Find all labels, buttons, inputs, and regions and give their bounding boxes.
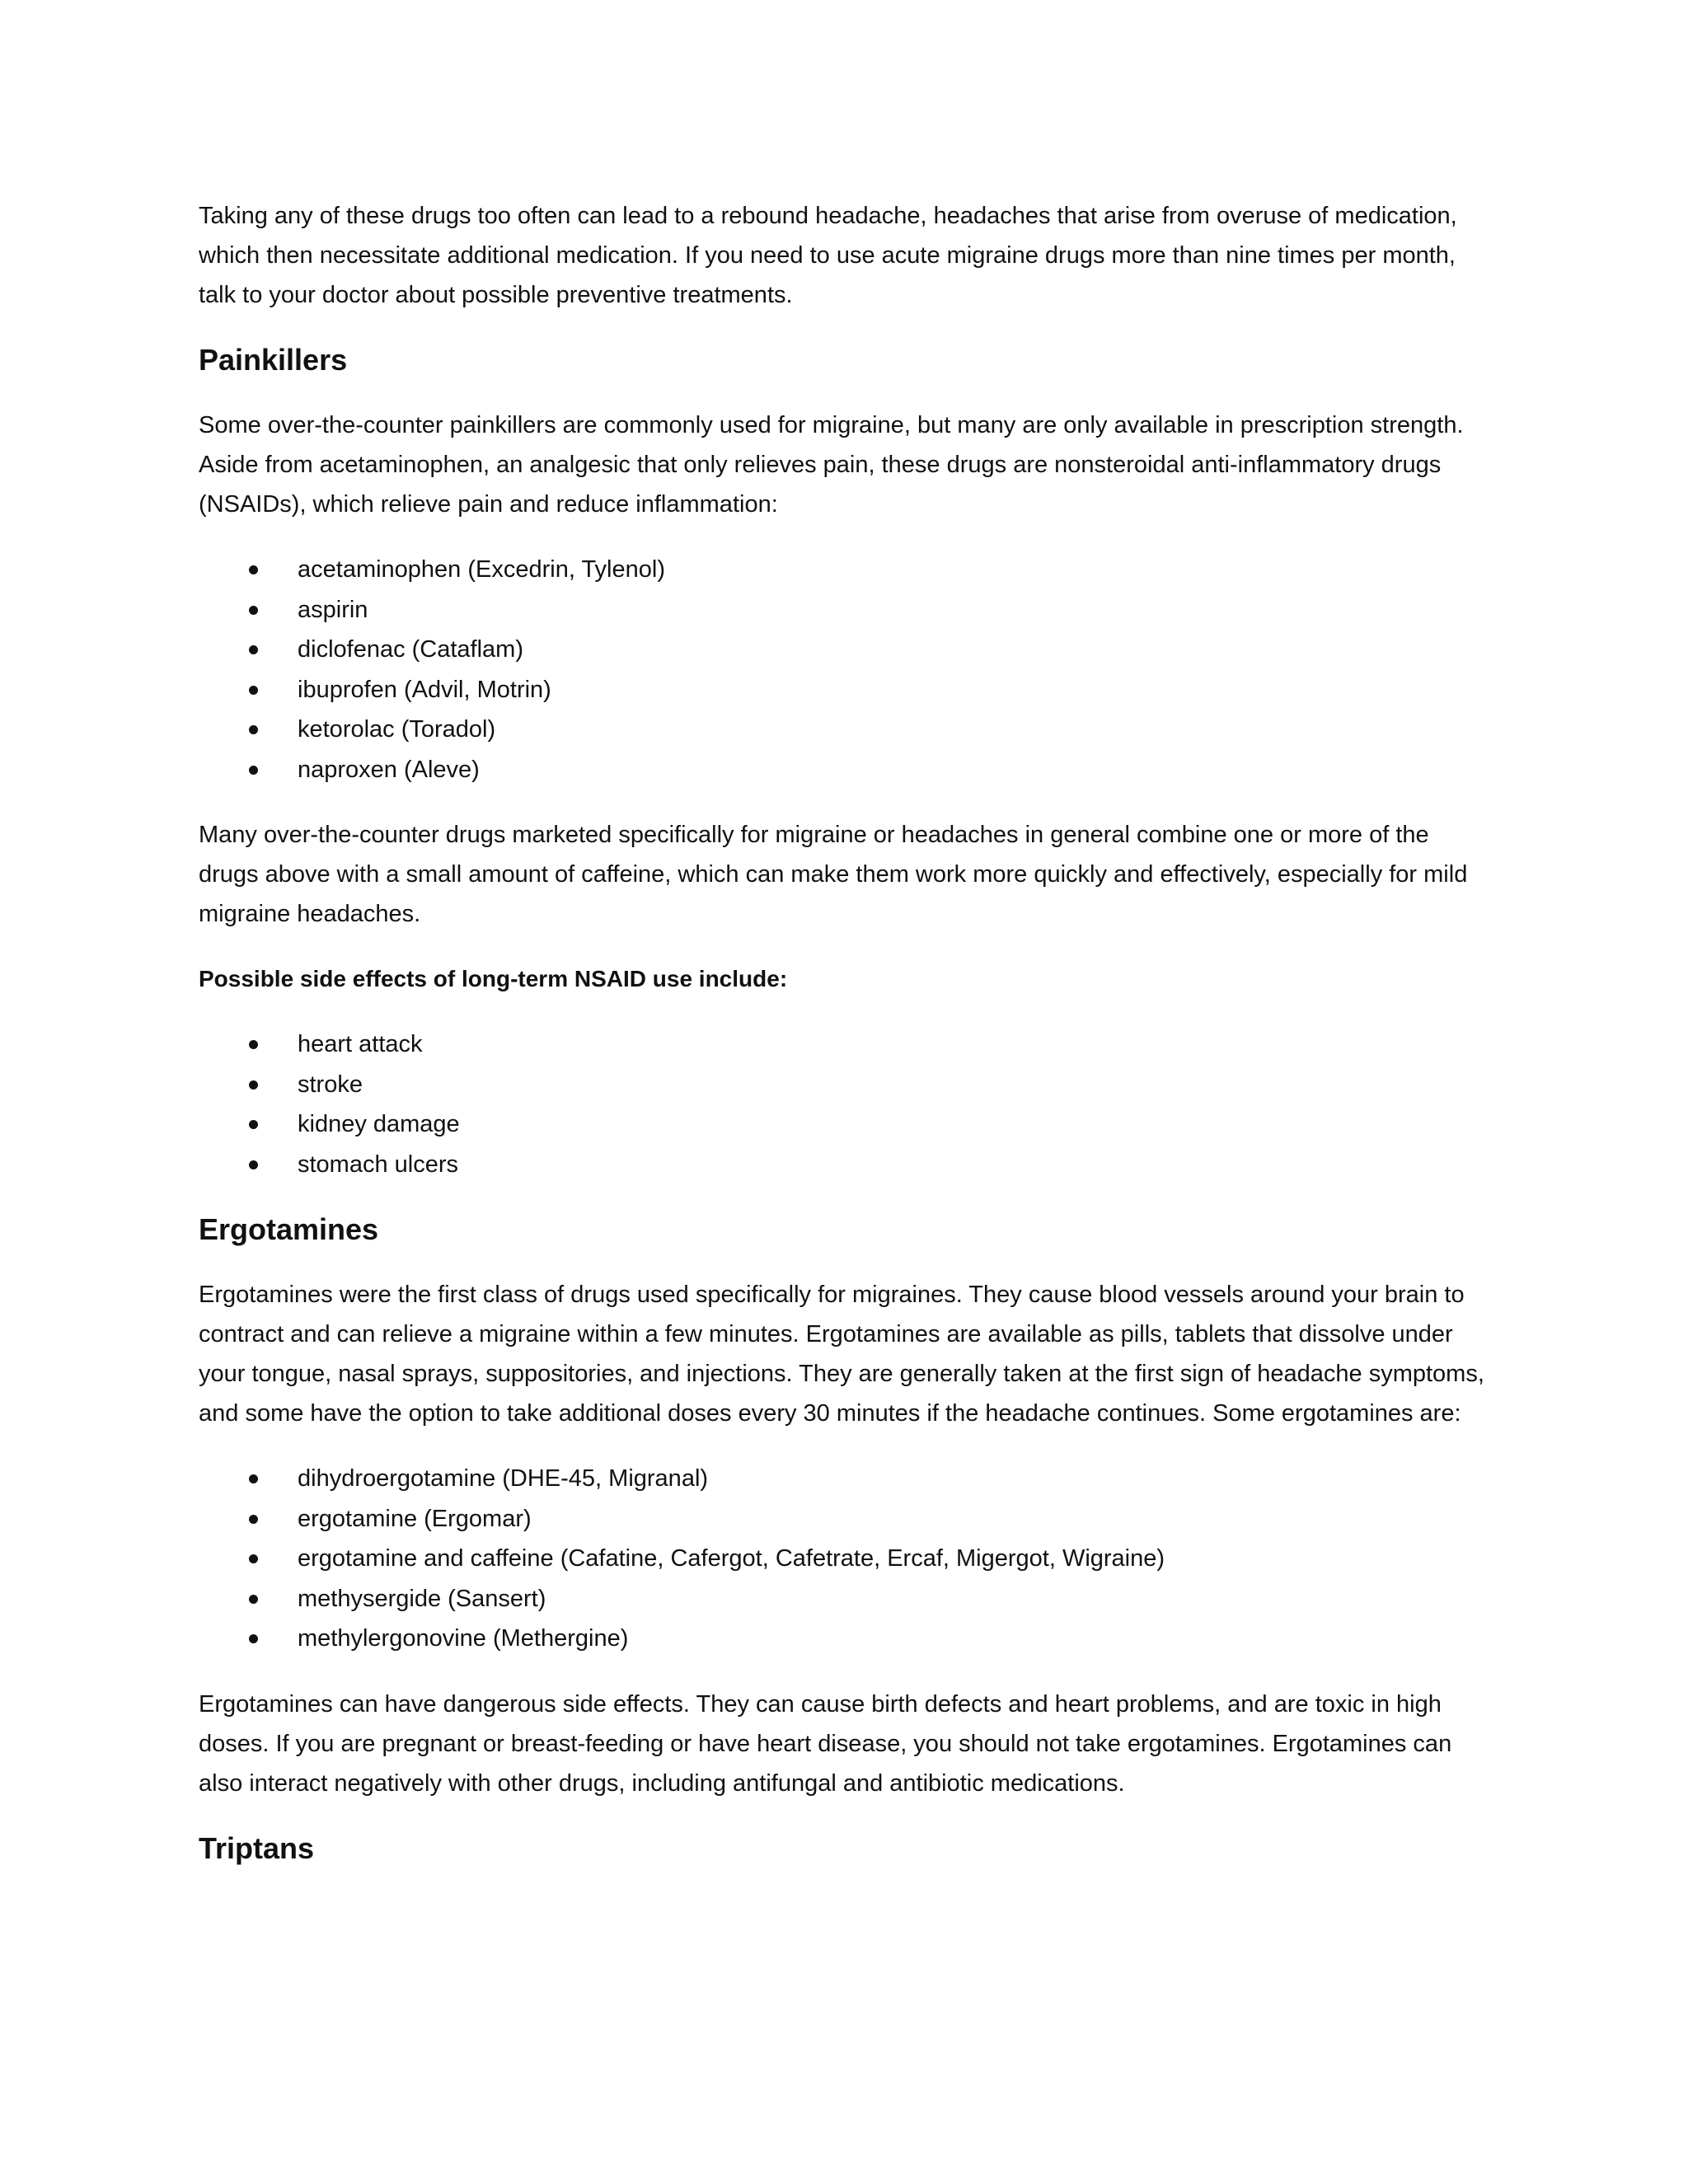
bullet-icon xyxy=(249,1474,258,1483)
list-item: ketorolac (Toradol) xyxy=(199,710,1493,750)
bullet-icon xyxy=(249,1554,258,1563)
list-item: aspirin xyxy=(199,590,1493,630)
list-item: dihydroergotamine (DHE-45, Migranal) xyxy=(199,1459,1493,1499)
bullet-icon xyxy=(249,1120,258,1129)
list-item: methysergide (Sansert) xyxy=(199,1579,1493,1619)
ergotamines-list xyxy=(199,1459,1493,1659)
bullet-icon xyxy=(249,1515,258,1524)
bullet-icon xyxy=(249,1040,258,1049)
bullet-icon xyxy=(249,725,258,734)
bullet-icon xyxy=(249,1080,258,1090)
intro-paragraph: Taking any of these drugs too often can lead to a rebound headache, headaches that arise from overuse of medication, which then necessitate additional medication. If you need to use acute migraine drugs more than nine times per month, talk to your doctor about possible preventive treatments. xyxy=(199,203,1457,308)
painkillers-paragraph: Some over-the-counter painkillers are commonly used for migraine, but many are only available in prescription strength. Aside from acetaminophen, an analgesic that only relieves pain, these drugs are nonsteroidal anti-inflammatory drugs (NSAIDs), which relieve pain and reduce inflammation: xyxy=(199,412,1464,518)
list-item: naproxen (Aleve) xyxy=(199,750,1493,790)
list-item: diclofenac (Cataflam) xyxy=(199,630,1493,670)
list-item: heart attack xyxy=(199,1024,1493,1065)
side-effects-label: Possible side effects of long-term NSAID use include: xyxy=(199,966,788,991)
ergotamines-warning-paragraph: Ergotamines can have dangerous side effects. They can cause birth defects and heart problems, and are toxic in high doses. If you are pregnant or breast-feeding or have heart disease, you should not take ergotamines. Ergotamines can also interact negatively with other drugs, including antifungal and antibiotic medications. xyxy=(199,1690,1452,1797)
list-item: ibuprofen (Advil, Motrin) xyxy=(199,670,1493,710)
bullet-icon xyxy=(249,1595,258,1604)
bullet-icon xyxy=(249,645,258,654)
list-item: acetaminophen (Excedrin, Tylenol) xyxy=(199,550,1493,590)
painkillers-list xyxy=(199,550,1493,790)
document-page xyxy=(199,196,1493,1894)
painkillers-heading: Painkillers xyxy=(199,343,348,377)
bullet-icon xyxy=(249,1160,258,1169)
bullet-icon xyxy=(249,1634,258,1643)
bullet-icon xyxy=(249,766,258,775)
bullet-icon xyxy=(249,686,258,695)
list-item: ergotamine (Ergomar) xyxy=(199,1499,1493,1540)
list-item: stroke xyxy=(199,1065,1493,1105)
ergotamines-paragraph: Ergotamines were the first class of drugs used specifically for migraines. They cause blood vessels around your brain to contract and can relieve a migraine within a few minutes. Ergotamines are available as pills, tablets that dissolve under your tongue, nasal sprays, suppositories, and injections. They are generally taken at the first sign of headache symptoms, and some have the option to take additional doses every 30 minutes if the headache continues. Some ergotamines are: xyxy=(199,1282,1484,1427)
list-item: stomach ulcers xyxy=(199,1145,1493,1185)
list-item: methylergonovine (Methergine) xyxy=(199,1619,1493,1659)
ergotamines-heading: Ergotamines xyxy=(199,1212,379,1246)
bullet-icon xyxy=(249,606,258,615)
triptans-heading: Triptans xyxy=(199,1830,315,1865)
list-item: ergotamine and caffeine (Cafatine, Cafergot, Cafetrate, Ercaf, Migergot, Wigraine) xyxy=(199,1539,1493,1579)
otc-combination-paragraph: Many over-the-counter drugs marketed specifically for migraine or headaches in general combine one or more of the drugs above with a small amount of caffeine, which can make them work more quickly and effectively, especially for mild migraine headaches. xyxy=(199,822,1468,927)
list-item: kidney damage xyxy=(199,1104,1493,1145)
side-effects-list xyxy=(199,1024,1493,1184)
bullet-icon xyxy=(249,565,258,574)
